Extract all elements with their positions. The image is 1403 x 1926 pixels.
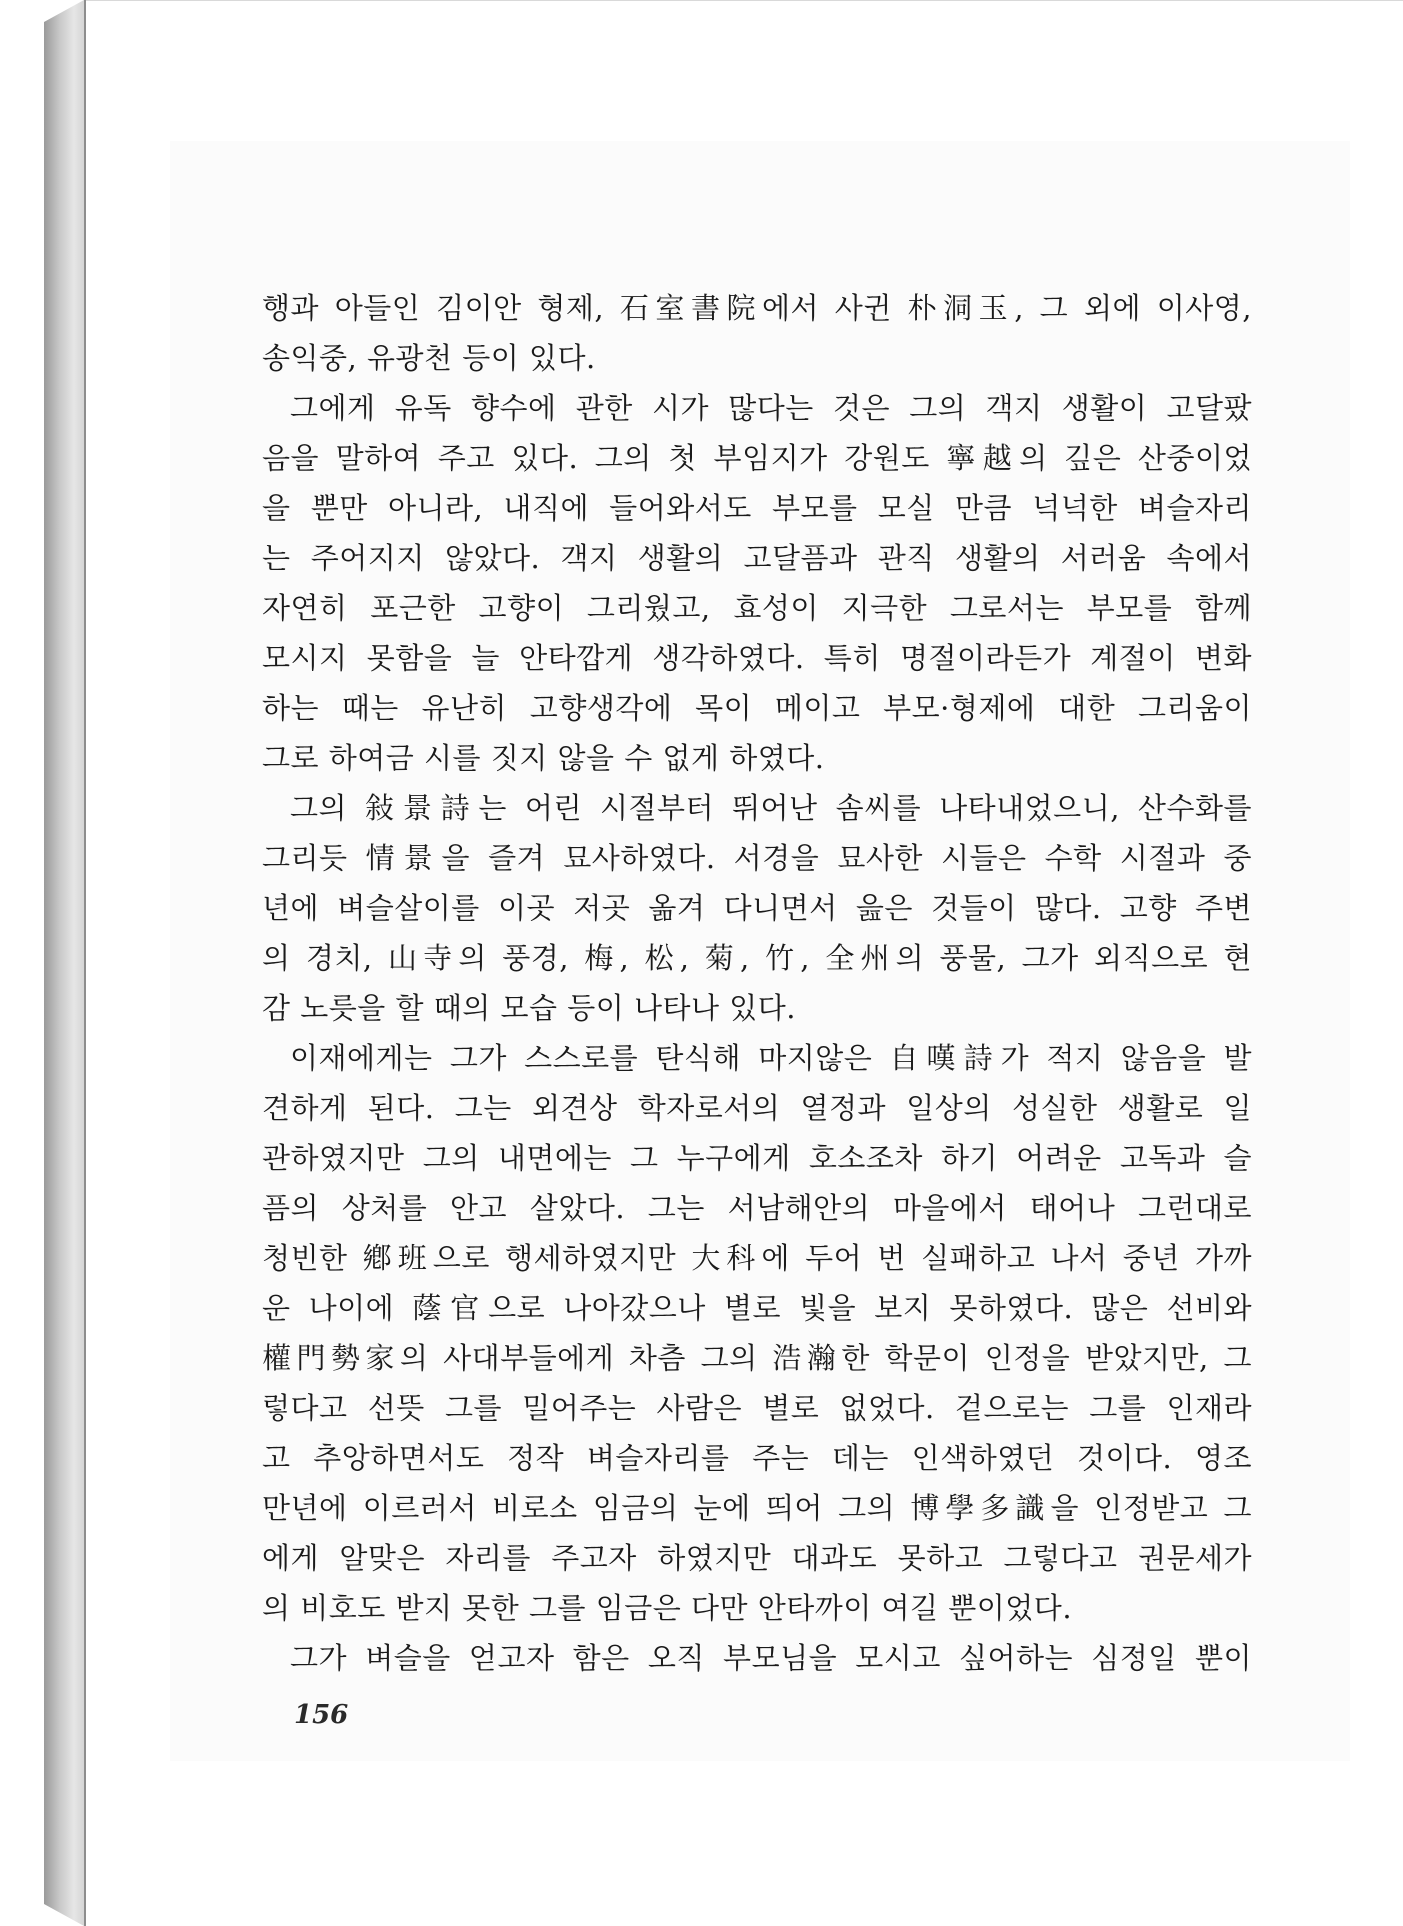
page-number: 156 — [294, 1700, 349, 1730]
text-line: 음을 말하여 주고 있다. 그의 첫 부임지가 강원도 寧越의 깊은 산중이었 — [262, 441, 1252, 475]
text-line: 을 뿐만 아니라, 내직에 들어와서도 부모를 모실 만큼 넉넉한 벼슬자리 — [262, 491, 1252, 525]
text-line: 의 비호도 받지 못한 그를 임금은 다만 안타까이 여길 뿐이었다. — [262, 1591, 1073, 1625]
text-line: 고 추앙하면서도 정작 벼슬자리를 주는 데는 인색하였던 것이다. 영조 — [262, 1441, 1252, 1475]
text-line: 의 경치, 山寺의 풍경, 梅, 松, 菊, 竹, 全州의 풍물, 그가 외직으로 현 — [262, 941, 1252, 975]
text-line: 權門勢家의 사대부들에게 차츰 그의 浩瀚한 학문이 인정을 받았지만, 그 — [262, 1341, 1252, 1375]
text-line: 그에게 유독 향수에 관한 시가 많다는 것은 그의 객지 생활이 고달팠 — [290, 391, 1252, 425]
text-line: 감 노릇을 할 때의 모습 등이 나타나 있다. — [262, 991, 796, 1025]
text-line: 송익중, 유광천 등이 있다. — [262, 341, 596, 375]
text-line: 그로 하여금 시를 짓지 않을 수 없게 하였다. — [262, 741, 825, 775]
text-line: 그가 벼슬을 얻고자 함은 오직 부모님을 모시고 싶어하는 심정일 뿐이 — [290, 1641, 1252, 1675]
body-text — [262, 283, 1252, 1683]
text-line: 는 주어지지 않았다. 객지 생활의 고달픔과 관직 생활의 서러움 속에서 — [262, 541, 1252, 575]
text-line: 견하게 된다. 그는 외견상 학자로서의 열정과 일상의 성실한 생활로 일 — [262, 1091, 1252, 1125]
text-line: 렇다고 선뜻 그를 밀어주는 사람은 별로 없었다. 겉으로는 그를 인재라 — [262, 1391, 1252, 1425]
text-line: 청빈한 鄕班으로 행세하였지만 大科에 두어 번 실패하고 나서 중년 가까 — [262, 1241, 1252, 1275]
text-line: 자연히 포근한 고향이 그리웠고, 효성이 지극한 그로서는 부모를 함께 — [262, 591, 1252, 625]
text-line: 픔의 상처를 안고 살았다. 그는 서남해안의 마을에서 태어나 그런대로 — [262, 1191, 1252, 1225]
text-line: 행과 아들인 김이안 형제, 石室書院에서 사귄 朴洞玉, 그 외에 이사영, — [262, 291, 1252, 325]
text-line: 하는 때는 유난히 고향생각에 목이 메이고 부모·형제에 대한 그리움이 — [262, 691, 1252, 725]
book-spine — [44, 0, 84, 1926]
text-line: 에게 알맞은 자리를 주고자 하였지만 대과도 못하고 그렇다고 권문세가 — [262, 1541, 1252, 1575]
text-line: 이재에게는 그가 스스로를 탄식해 마지않은 自嘆詩가 적지 않음을 발 — [290, 1041, 1252, 1075]
text-line: 운 나이에 蔭官으로 나아갔으나 별로 빛을 보지 못하였다. 많은 선비와 — [262, 1291, 1252, 1325]
text-line: 그리듯 情景을 즐겨 묘사하였다. 서경을 묘사한 시들은 수학 시절과 중 — [262, 841, 1252, 875]
text-line: 그의 敍景詩는 어린 시절부터 뛰어난 솜씨를 나타내었으니, 산수화를 — [290, 791, 1252, 825]
text-line: 년에 벼슬살이를 이곳 저곳 옮겨 다니면서 읊은 것들이 많다. 고향 주변 — [262, 891, 1252, 925]
text-line: 모시지 못함을 늘 안타깝게 생각하였다. 특히 명절이라든가 계절이 변화 — [262, 641, 1252, 675]
text-line: 관하였지만 그의 내면에는 그 누구에게 호소조차 하기 어려운 고독과 슬 — [262, 1141, 1252, 1175]
text-line: 만년에 이르러서 비로소 임금의 눈에 띄어 그의 博學多識을 인정받고 그 — [262, 1491, 1252, 1525]
